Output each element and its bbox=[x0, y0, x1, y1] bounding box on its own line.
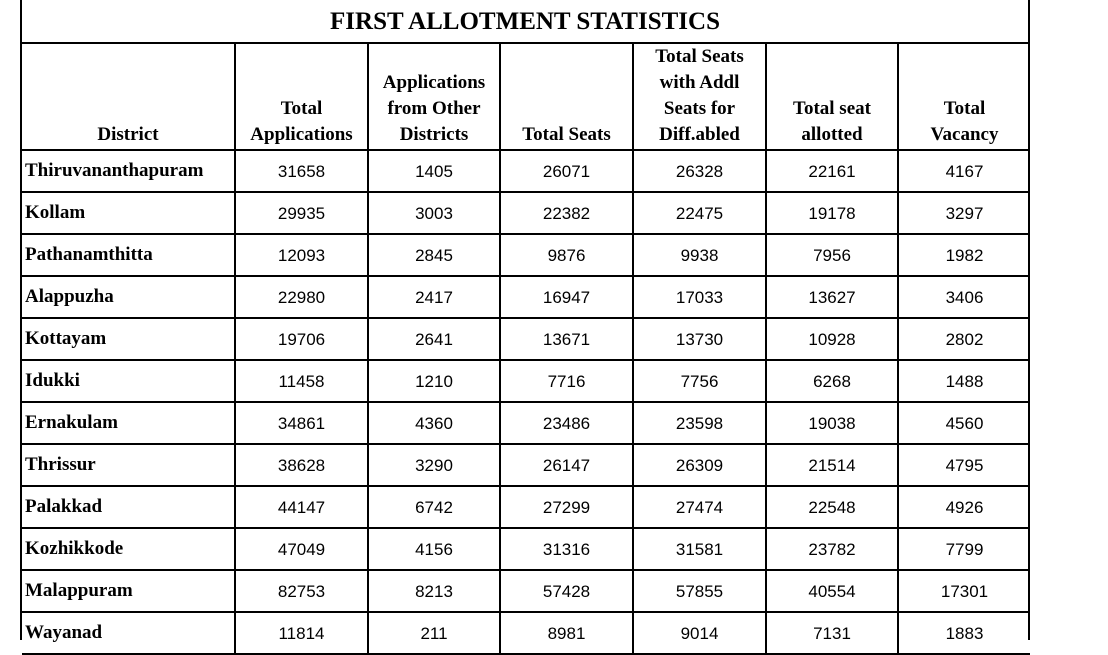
column-header-total-seats: Total Seats bbox=[500, 43, 633, 150]
seats-with-addl-cell: 57855 bbox=[633, 570, 766, 612]
column-header-seats-with-addl: Total Seats with Addl Seats for Diff.abled bbox=[633, 43, 766, 150]
total-vacancy-cell: 2802 bbox=[898, 318, 1030, 360]
district-cell: Kottayam bbox=[22, 318, 235, 360]
total-seats-cell: 26147 bbox=[500, 444, 633, 486]
total-vacancy-cell: 3297 bbox=[898, 192, 1030, 234]
district-cell: Ernakulam bbox=[22, 402, 235, 444]
total-vacancy-cell: 4560 bbox=[898, 402, 1030, 444]
total-seats-cell: 57428 bbox=[500, 570, 633, 612]
seats-allotted-cell: 22548 bbox=[766, 486, 898, 528]
table-row bbox=[22, 192, 1030, 234]
other-district-applications-cell: 3290 bbox=[368, 444, 500, 486]
total-seats-cell: 27299 bbox=[500, 486, 633, 528]
seats-allotted-cell: 19038 bbox=[766, 402, 898, 444]
total-vacancy-cell: 1883 bbox=[898, 612, 1030, 654]
seats-allotted-cell: 7131 bbox=[766, 612, 898, 654]
table-row bbox=[22, 318, 1030, 360]
seats-with-addl-cell: 26328 bbox=[633, 150, 766, 192]
seats-allotted-cell: 23782 bbox=[766, 528, 898, 570]
seats-allotted-cell: 40554 bbox=[766, 570, 898, 612]
other-district-applications-cell: 1210 bbox=[368, 360, 500, 402]
total-seats-cell: 26071 bbox=[500, 150, 633, 192]
total-applications-cell: 44147 bbox=[235, 486, 368, 528]
other-district-applications-cell: 6742 bbox=[368, 486, 500, 528]
total-vacancy-cell: 4167 bbox=[898, 150, 1030, 192]
district-cell: Idukki bbox=[22, 360, 235, 402]
seats-with-addl-cell: 17033 bbox=[633, 276, 766, 318]
seats-with-addl-cell: 27474 bbox=[633, 486, 766, 528]
other-district-applications-cell: 1405 bbox=[368, 150, 500, 192]
seats-with-addl-cell: 7756 bbox=[633, 360, 766, 402]
seats-allotted-cell: 13627 bbox=[766, 276, 898, 318]
table-row bbox=[22, 570, 1030, 612]
total-applications-cell: 12093 bbox=[235, 234, 368, 276]
district-cell: Pathanamthitta bbox=[22, 234, 235, 276]
seats-allotted-cell: 6268 bbox=[766, 360, 898, 402]
district-cell: Thiruvananthapuram bbox=[22, 150, 235, 192]
table-row bbox=[22, 486, 1030, 528]
seats-allotted-cell: 22161 bbox=[766, 150, 898, 192]
table-row bbox=[22, 234, 1030, 276]
seats-with-addl-cell: 13730 bbox=[633, 318, 766, 360]
other-district-applications-cell: 211 bbox=[368, 612, 500, 654]
total-seats-cell: 7716 bbox=[500, 360, 633, 402]
seats-with-addl-cell: 22475 bbox=[633, 192, 766, 234]
total-vacancy-cell: 1488 bbox=[898, 360, 1030, 402]
seats-allotted-cell: 21514 bbox=[766, 444, 898, 486]
seats-allotted-cell: 19178 bbox=[766, 192, 898, 234]
table-row bbox=[22, 444, 1030, 486]
other-district-applications-cell: 8213 bbox=[368, 570, 500, 612]
district-cell: Kozhikkode bbox=[22, 528, 235, 570]
table-row bbox=[22, 402, 1030, 444]
column-header-seats-allotted: Total seat allotted bbox=[766, 43, 898, 150]
other-district-applications-cell: 2641 bbox=[368, 318, 500, 360]
other-district-applications-cell: 2845 bbox=[368, 234, 500, 276]
seats-allotted-cell: 7956 bbox=[766, 234, 898, 276]
total-vacancy-cell: 4926 bbox=[898, 486, 1030, 528]
allotment-table bbox=[22, 42, 1030, 655]
district-cell: Wayanad bbox=[22, 612, 235, 654]
page-title: FIRST ALLOTMENT STATISTICS bbox=[22, 0, 1028, 44]
total-seats-cell: 31316 bbox=[500, 528, 633, 570]
table-row bbox=[22, 360, 1030, 402]
total-applications-cell: 47049 bbox=[235, 528, 368, 570]
total-applications-cell: 82753 bbox=[235, 570, 368, 612]
district-cell: Palakkad bbox=[22, 486, 235, 528]
seats-with-addl-cell: 26309 bbox=[633, 444, 766, 486]
total-applications-cell: 11458 bbox=[235, 360, 368, 402]
other-district-applications-cell: 4360 bbox=[368, 402, 500, 444]
column-header-total-vacancy: Total Vacancy bbox=[898, 43, 1030, 150]
total-seats-cell: 9876 bbox=[500, 234, 633, 276]
table-row bbox=[22, 150, 1030, 192]
total-applications-cell: 34861 bbox=[235, 402, 368, 444]
total-vacancy-cell: 17301 bbox=[898, 570, 1030, 612]
other-district-applications-cell: 3003 bbox=[368, 192, 500, 234]
table-row bbox=[22, 528, 1030, 570]
table-body bbox=[22, 150, 1030, 654]
table-row bbox=[22, 612, 1030, 654]
total-seats-cell: 8981 bbox=[500, 612, 633, 654]
seats-with-addl-cell: 23598 bbox=[633, 402, 766, 444]
total-seats-cell: 22382 bbox=[500, 192, 633, 234]
total-applications-cell: 22980 bbox=[235, 276, 368, 318]
other-district-applications-cell: 4156 bbox=[368, 528, 500, 570]
column-header-total-applications: Total Applications bbox=[235, 43, 368, 150]
total-applications-cell: 38628 bbox=[235, 444, 368, 486]
seats-with-addl-cell: 9014 bbox=[633, 612, 766, 654]
total-seats-cell: 16947 bbox=[500, 276, 633, 318]
seats-with-addl-cell: 9938 bbox=[633, 234, 766, 276]
total-vacancy-cell: 7799 bbox=[898, 528, 1030, 570]
total-vacancy-cell: 1982 bbox=[898, 234, 1030, 276]
total-vacancy-cell: 3406 bbox=[898, 276, 1030, 318]
total-applications-cell: 19706 bbox=[235, 318, 368, 360]
total-applications-cell: 11814 bbox=[235, 612, 368, 654]
total-vacancy-cell: 4795 bbox=[898, 444, 1030, 486]
table-row bbox=[22, 276, 1030, 318]
seats-with-addl-cell: 31581 bbox=[633, 528, 766, 570]
district-cell: Thrissur bbox=[22, 444, 235, 486]
allotment-sheet bbox=[20, 0, 1030, 643]
column-header-district: District bbox=[22, 43, 235, 150]
total-seats-cell: 23486 bbox=[500, 402, 633, 444]
other-district-applications-cell: 2417 bbox=[368, 276, 500, 318]
seats-allotted-cell: 10928 bbox=[766, 318, 898, 360]
district-cell: Malappuram bbox=[22, 570, 235, 612]
district-cell: Alappuzha bbox=[22, 276, 235, 318]
total-seats-cell: 13671 bbox=[500, 318, 633, 360]
column-header-other-district-applications: Applications from Other Districts bbox=[368, 43, 500, 150]
total-applications-cell: 31658 bbox=[235, 150, 368, 192]
total-applications-cell: 29935 bbox=[235, 192, 368, 234]
header-row bbox=[22, 43, 1030, 150]
district-cell: Kollam bbox=[22, 192, 235, 234]
